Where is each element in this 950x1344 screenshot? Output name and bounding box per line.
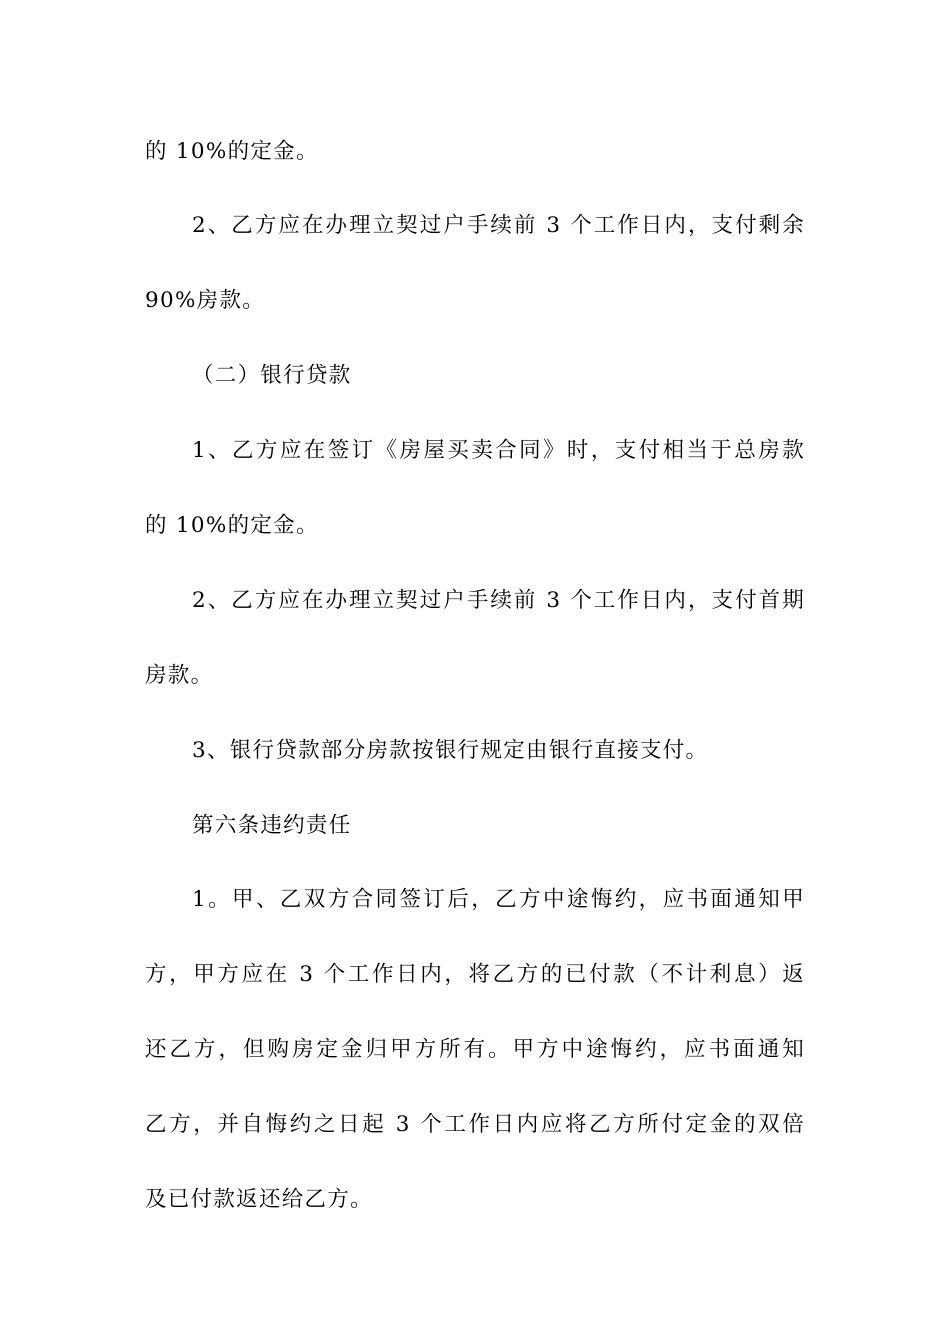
text-line: 及已付款返还给乙方。 xyxy=(145,1187,373,1212)
text-line: 还乙方，但购房定金归甲方所有。甲方中途悔约，应书面通知 xyxy=(145,1037,805,1062)
text-line: 2、乙方应在办理立契过户手续前 3 个工作日内，支付剩余 xyxy=(192,213,805,238)
text-line: 90%房款。 xyxy=(145,288,266,313)
text-line: 乙方，并自悔约之日起 3 个工作日内应将乙方所付定金的双倍 xyxy=(145,1112,805,1137)
text-line: 房款。 xyxy=(145,663,214,688)
text-line: 2、乙方应在办理立契过户手续前 3 个工作日内，支付首期 xyxy=(192,588,805,613)
text-line: 方，甲方应在 3 个工作日内，将乙方的已付款（不计利息）返 xyxy=(145,962,805,987)
text-line: 的 10%的定金。 xyxy=(145,139,319,164)
article-heading: 第六条违约责任 xyxy=(192,813,352,838)
text-line: 1、乙方应在签订《房屋买卖合同》时，支付相当于总房款 xyxy=(192,438,805,463)
text-line: 3、银行贷款部分房款按银行规定由银行直接支付。 xyxy=(192,738,709,763)
text-line: 1。甲、乙双方合同签订后，乙方中途悔约，应书面通知甲 xyxy=(192,887,805,912)
section-heading: （二）银行贷款 xyxy=(192,363,352,388)
text-line: 的 10%的定金。 xyxy=(145,513,319,538)
